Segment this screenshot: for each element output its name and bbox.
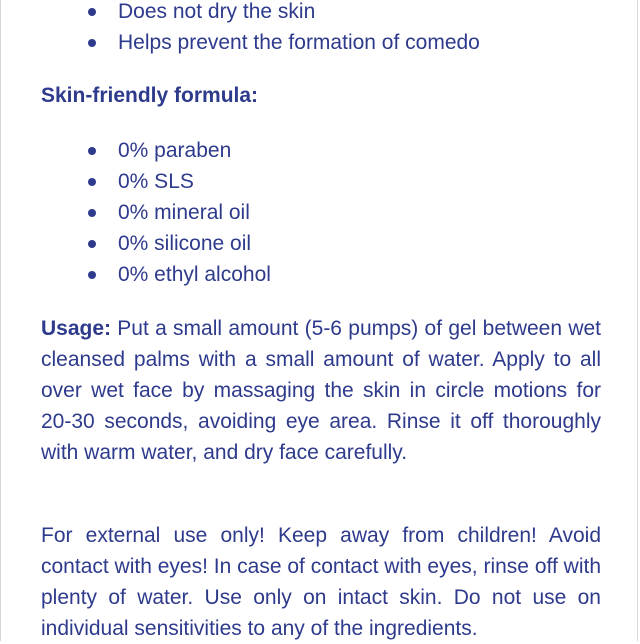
bullet-icon — [88, 209, 96, 217]
bullet-icon — [88, 240, 96, 248]
list-item — [88, 231, 271, 262]
list-item — [88, 262, 271, 293]
formula-list — [88, 138, 271, 293]
list-item-text: Does not dry the skin — [118, 0, 316, 23]
bullet-icon — [88, 8, 96, 16]
list-item-text: 0% silicone oil — [118, 232, 252, 255]
bullet-icon — [88, 147, 96, 155]
usage-label: Usage: — [41, 317, 112, 340]
bullet-icon — [88, 178, 96, 186]
list-item-text: 0% SLS — [118, 170, 194, 193]
list-item — [88, 200, 271, 231]
bullet-icon — [88, 39, 96, 47]
benefits-list — [88, 0, 480, 61]
list-item-text: 0% paraben — [118, 139, 232, 162]
list-item — [88, 0, 480, 30]
list-item-text: Helps prevent the formation of comedo — [118, 31, 480, 54]
list-item-text: 0% ethyl alcohol — [118, 263, 271, 286]
bullet-icon — [88, 271, 96, 279]
usage-text: Put a small amount (5-6 pumps) of gel between wet cleansed palms with a small amount of water. Apply to all over wet face by massaging the skin in circle motions for 20-30 seconds, avoiding eye area. Rinse it off thoroughly with warm water, and dry face carefully. — [41, 317, 601, 464]
formula-heading: Skin-friendly formula: — [41, 84, 259, 107]
warning-paragraph: For external use only! Keep away from children! Avoid contact with eyes! In case of contact with eyes, rinse off with plenty of water. Use only on intact skin. Do not use on individual sensitivities to any of the ingredients. — [41, 524, 601, 640]
list-item — [88, 138, 271, 169]
usage-paragraph — [41, 313, 601, 468]
list-item — [88, 169, 271, 200]
list-item-text: 0% mineral oil — [118, 201, 250, 224]
list-item — [88, 30, 480, 61]
